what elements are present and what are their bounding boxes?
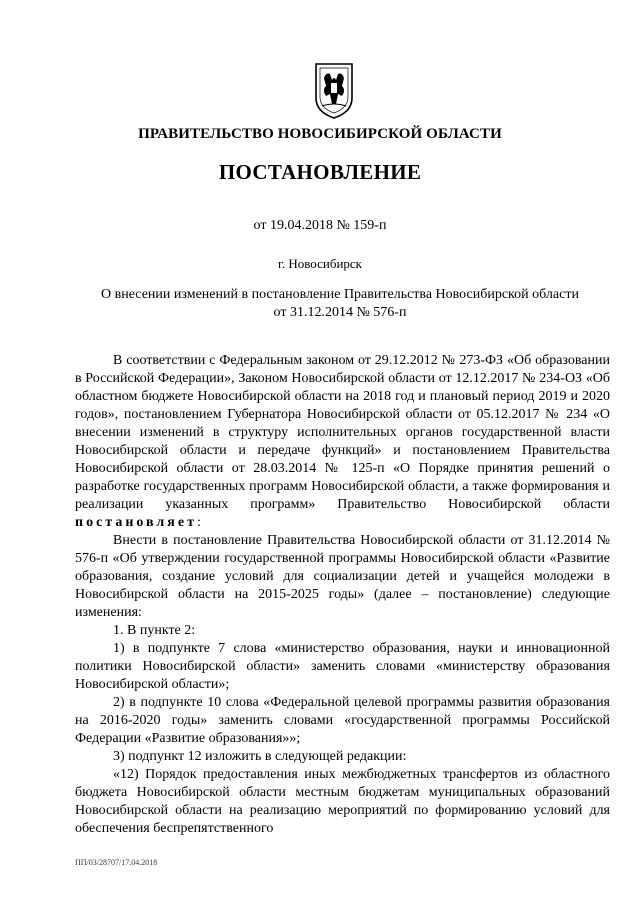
decree-verb: постановляет — [75, 515, 197, 530]
organization-name: ПРАВИТЕЛЬСТВО НОВОСИБИРСКОЙ ОБЛАСТИ — [138, 126, 502, 142]
subject-line-2: от 31.12.2014 № 576-п — [273, 305, 407, 320]
document-body — [75, 352, 610, 838]
date-and-number: от 19.04.2018 № 159-п — [253, 218, 387, 233]
preamble-colon: : — [196, 515, 201, 530]
paragraph-quote-12: «12) Порядок предоставления иных межбюджетных трансфертов из областного бюджета Новосибирской области местным бюджетам муниципальных образований Новосибирской области на реализацию мероприятий по формированию условий для обеспечения беспрепятственного — [75, 767, 610, 836]
paragraph-preamble — [75, 352, 610, 532]
paragraph-amend: Внести в постановление Правительства Новосибирской области от 31.12.2014 № 576-п «Об утверждении государственной программы Новосибирской области «Развитие образования, создание условий для социализации детей и учащейся молодежи в Новосибирской области на 2015-2025 годы» (далее – постановление) следующие изменения: — [75, 533, 610, 620]
paragraph-subitem-3: 3) подпункт 12 изложить в следующей редакции: — [113, 749, 407, 764]
document-subject — [80, 286, 600, 322]
preamble-text: В соответствии с Федеральным законом от 29.12.2012 № 273-ФЗ «Об образовании в Российской Федерации», Законом Новосибирской области от 12.12.2017 № 234-ОЗ «Об областном бюджете Новосибирской области на 2018 год и плановый период 2019 и 2020 годов», постановлением Губернатора Новосибирской области от 05.12.2017 № 234 «О внесении изменений в структуру исполнительных органов государственной власти Новосибирской области и передаче функций» и постановлением Правительства Новосибирской области от 28.03.2014 № 125-п «О Порядке принятия решений о разработке государственных программ Новосибирской области, а также формирования и реализации указанных программ» Правительство Новосибирской области — [75, 353, 610, 512]
city: г. Новосибирск — [277, 256, 362, 271]
paragraph-subitem-2: 2) в подпункте 10 слова «Федеральной целевой программы развития образования на 2016-2020 годы» заменить словами «государственной программы Российской Федерации «Развитие образования»»; — [75, 695, 610, 746]
subject-line-1: О внесении изменений в постановление Правительства Новосибирской области — [101, 287, 579, 302]
coat-of-arms-emblem — [312, 60, 356, 120]
document-type: ПОСТАНОВЛЕНИЕ — [218, 160, 422, 184]
document-code: ПП/03/28707/17.04.2018 — [75, 858, 158, 867]
paragraph-item-1: 1. В пункте 2: — [113, 623, 196, 638]
paragraph-subitem-1: 1) в подпункте 7 слова «министерство образования, науки и инновационной политики Новосибирской области» заменить словами «министерству образования Новосибирской области»; — [75, 641, 610, 692]
